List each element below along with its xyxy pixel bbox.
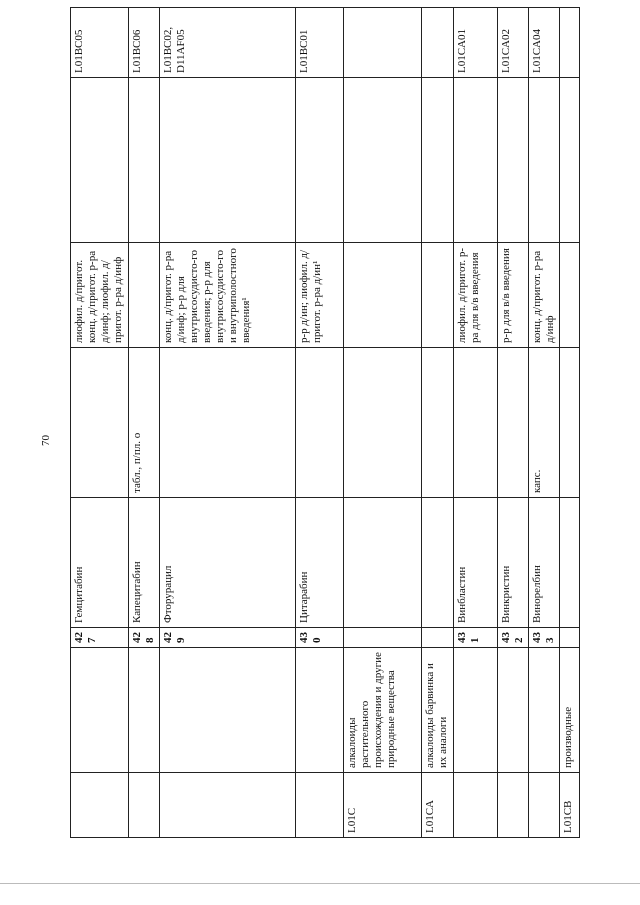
drug-table-rotated (70, 8, 640, 838)
page-number: 70 (40, 435, 52, 446)
row-number (422, 628, 454, 648)
atc-group-name (498, 648, 529, 773)
drug-name: Винкристин (498, 498, 529, 628)
row-number: 429 (160, 628, 296, 648)
row-number (344, 628, 422, 648)
drug-name: Винбластин (454, 498, 498, 628)
atc-code (422, 8, 454, 78)
atc-code: L01BC05 (71, 8, 129, 78)
dosage-form-injection: р-р для в/в введения (498, 243, 529, 348)
dosage-form-oral (71, 348, 129, 498)
table-row (160, 8, 296, 838)
drug-name (422, 498, 454, 628)
table-row (296, 8, 344, 838)
empty-column (529, 78, 560, 243)
drug-name: Цитарабин (296, 498, 344, 628)
dosage-form-injection (129, 243, 160, 348)
dosage-form-oral (422, 348, 454, 498)
dosage-form-oral: капс. (529, 348, 560, 498)
dosage-form-oral (498, 348, 529, 498)
atc-group-name (129, 648, 160, 773)
atc-code (560, 8, 580, 78)
atc-group-code: L01CB (560, 773, 580, 838)
atc-group-code (71, 773, 129, 838)
atc-group-name (454, 648, 498, 773)
dosage-form-oral (454, 348, 498, 498)
dosage-form-injection (422, 243, 454, 348)
row-number: 432 (498, 628, 529, 648)
atc-group-name (296, 648, 344, 773)
empty-column (422, 78, 454, 243)
dosage-form-injection: р-р д/ин; лиофил. д/пригот. р-ра д/ин¹ (296, 243, 344, 348)
drug-name: Фторурацил (160, 498, 296, 628)
drug-name: Винорелбин (529, 498, 560, 628)
dosage-form-injection: конц. д/пригот. р-ра д/инф; р-р для внутрисосудисто-го введения; р-р для внутрисосудисто-го и внутриполостного введения¹ (160, 243, 296, 348)
dosage-form-injection: лиофил. д/пригот. конц. д/пригот. р-ра д/инф; лиофил. д/пригот. р-ра д/инф (71, 243, 129, 348)
atc-group-code (296, 773, 344, 838)
table-row (129, 8, 160, 838)
row-number: 431 (454, 628, 498, 648)
dosage-form-injection: лиофил. д/пригот. р-ра для в/в введения (454, 243, 498, 348)
empty-column (344, 78, 422, 243)
drug-name (560, 498, 580, 628)
page-bottom-rule (0, 883, 640, 884)
dosage-form-oral (560, 348, 580, 498)
atc-group-name: алкалоиды барвинка и их аналоги (422, 648, 454, 773)
empty-column (498, 78, 529, 243)
row-number: 430 (296, 628, 344, 648)
atc-group-code: L01C (344, 773, 422, 838)
dosage-form-injection (560, 243, 580, 348)
table-row (498, 8, 529, 838)
table-row (454, 8, 498, 838)
empty-column (71, 78, 129, 243)
atc-group-name: производные (560, 648, 580, 773)
table-body (71, 8, 580, 838)
atc-group-name (160, 648, 296, 773)
atc-group-code (160, 773, 296, 838)
empty-column (560, 78, 580, 243)
atc-code: L01BC01 (296, 8, 344, 78)
dosage-form-oral (160, 348, 296, 498)
atc-group-name: алкалоиды растительного происхождения и другие природные вещества (344, 648, 422, 773)
atc-group-code (529, 773, 560, 838)
atc-group-name (529, 648, 560, 773)
table-row (344, 8, 422, 838)
drug-name: Гемцитабин (71, 498, 129, 628)
dosage-form-injection: конц. д/пригот. р-ра д/инф (529, 243, 560, 348)
atc-code: L01CA04 (529, 8, 560, 78)
atc-group-name (71, 648, 129, 773)
dosage-form-oral (344, 348, 422, 498)
dosage-form-oral: табл., п/пл. о (129, 348, 160, 498)
drug-name (344, 498, 422, 628)
atc-group-code (454, 773, 498, 838)
drug-name: Капецитабин (129, 498, 160, 628)
table-row (529, 8, 560, 838)
row-number: 433 (529, 628, 560, 648)
atc-group-code (129, 773, 160, 838)
dosage-form-injection (344, 243, 422, 348)
dosage-form-oral (296, 348, 344, 498)
drug-table (70, 7, 580, 838)
table-row (71, 8, 129, 838)
table-row (422, 8, 454, 838)
atc-code: L01CA01 (454, 8, 498, 78)
atc-code: L01BC06 (129, 8, 160, 78)
atc-code (344, 8, 422, 78)
atc-group-code: L01CA (422, 773, 454, 838)
row-number (560, 628, 580, 648)
empty-column (454, 78, 498, 243)
table-row (560, 8, 580, 838)
row-number: 428 (129, 628, 160, 648)
empty-column (160, 78, 296, 243)
atc-code: L01BC02, D11AF05 (160, 8, 296, 78)
row-number: 427 (71, 628, 129, 648)
empty-column (129, 78, 160, 243)
atc-code: L01CA02 (498, 8, 529, 78)
empty-column (296, 78, 344, 243)
atc-group-code (498, 773, 529, 838)
